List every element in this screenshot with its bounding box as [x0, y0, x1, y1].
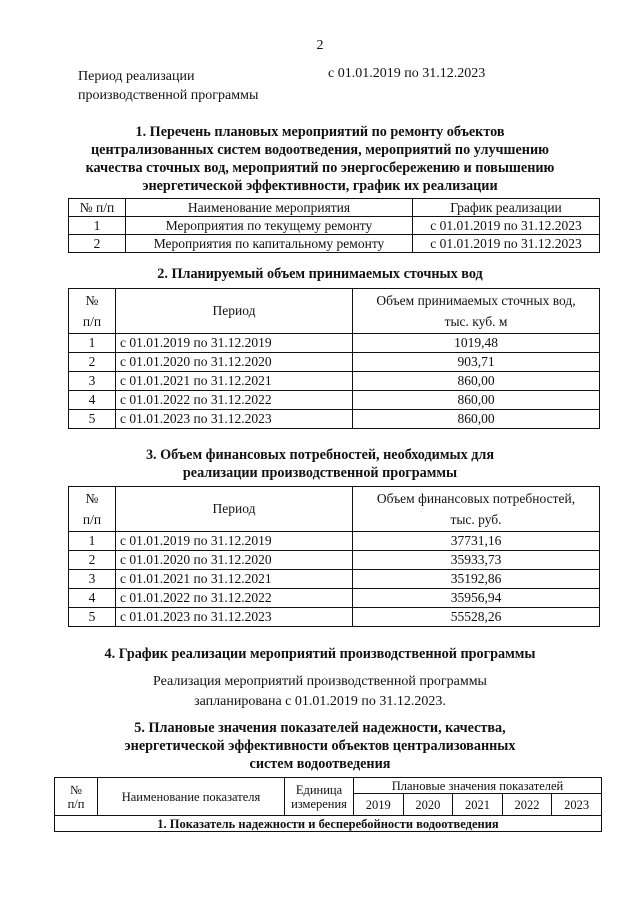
period-value: с 01.01.2019 по 31.12.2023: [328, 66, 486, 81]
header-unit: [285, 778, 354, 816]
header-planned-values: Плановые значения показателей: [354, 778, 602, 794]
header-year: 2020: [403, 794, 453, 816]
cell-period: с 01.01.2023 по 31.12.2023: [116, 608, 353, 627]
table-header-row: [69, 289, 600, 334]
header-finance-line2: тыс. руб.: [450, 512, 502, 527]
cell-value: 860,00: [353, 391, 600, 410]
header-num: [69, 289, 116, 334]
table-row: [69, 570, 600, 589]
cell-num: 3: [69, 372, 116, 391]
table-header-row: [69, 487, 600, 532]
table-row: [69, 334, 600, 353]
cell-value: 860,00: [353, 372, 600, 391]
cell-num: 1: [69, 217, 126, 235]
section5-title-line: систем водоотведения: [249, 756, 391, 772]
header-year: 2021: [453, 794, 503, 816]
section3-title-line: реализации производственной программы: [182, 465, 458, 481]
header-volume-line1: Объем принимаемых сточных вод,: [376, 293, 576, 308]
period-label-line2: производственной программы: [78, 88, 259, 103]
section1-title-line: энергетической эффективности, график их реализации: [142, 178, 498, 194]
cell-period: с 01.01.2022 по 31.12.2022: [116, 589, 353, 608]
header-unit-line1: Единица: [295, 782, 343, 797]
cell-period: с 01.01.2020 по 31.12.2020: [116, 353, 353, 372]
cell-value: 903,71: [353, 353, 600, 372]
section1-title: [0, 123, 640, 195]
cell-num: 2: [69, 353, 116, 372]
cell-value: 35933,73: [353, 551, 600, 570]
header-volume-line2: тыс. куб. м: [444, 314, 508, 329]
section1-title-line: 1. Перечень плановых мероприятий по ремонту объектов: [135, 124, 505, 140]
section4-title: 4. График реализации мероприятий производственной программы: [104, 646, 536, 662]
period-label-line1: Период реализации: [78, 69, 195, 84]
header-finance: [353, 487, 600, 532]
header-num: [69, 487, 116, 532]
cell-period: с 01.01.2019 по 31.12.2019: [116, 532, 353, 551]
section3-title: [0, 446, 640, 482]
cell-value: 35956,94: [353, 589, 600, 608]
activities-table: [68, 198, 600, 253]
table-row: [69, 551, 600, 570]
header-num-line2: п/п: [82, 512, 102, 527]
cell-period: с 01.01.2021 по 31.12.2021: [116, 372, 353, 391]
table-header-row: [69, 199, 600, 217]
table-row: [69, 410, 600, 429]
cell-num: 5: [69, 608, 116, 627]
indicators-table: [54, 777, 602, 832]
header-year: 2022: [502, 794, 552, 816]
section3-title-line: 3. Объем финансовых потребностей, необходимых для: [145, 447, 495, 463]
header-num: № п/п: [69, 199, 126, 217]
table-row: [69, 217, 600, 235]
cell-num: 1: [69, 334, 116, 353]
cell-num: 2: [69, 235, 126, 253]
header-num-line2: п/п: [67, 796, 85, 811]
wastewater-volume-table: [68, 288, 600, 429]
header-indicator-name: Наименование показателя: [98, 778, 285, 816]
cell-period: с 01.01.2019 по 31.12.2019: [116, 334, 353, 353]
header-num-line1: №: [70, 782, 82, 797]
table-row: [55, 816, 602, 832]
cell-num: 4: [69, 391, 116, 410]
header-schedule: График реализации: [413, 199, 600, 217]
header-year: 2023: [552, 794, 602, 816]
cell-num: 4: [69, 589, 116, 608]
section2-title: 2. Планируемый объем принимаемых сточных вод: [157, 266, 483, 282]
table-row: [69, 372, 600, 391]
header-unit-line2: измерения: [291, 796, 347, 811]
cell-schedule: с 01.01.2019 по 31.12.2023: [413, 217, 600, 235]
header-period: Период: [116, 289, 353, 334]
cell-num: 2: [69, 551, 116, 570]
cell-activity: Мероприятия по текущему ремонту: [126, 217, 413, 235]
cell-period: с 01.01.2020 по 31.12.2020: [116, 551, 353, 570]
header-num-line1: №: [85, 491, 99, 506]
cell-value: 37731,16: [353, 532, 600, 551]
table-row: [69, 353, 600, 372]
header-year: 2019: [354, 794, 404, 816]
section1-title-line: централизованных систем водоотведения, мероприятий по улучшению: [90, 142, 550, 158]
table-row: [69, 589, 600, 608]
section5-title-line: энергетической эффективности объектов централизованных: [124, 738, 516, 754]
cell-period: с 01.01.2021 по 31.12.2021: [116, 570, 353, 589]
table-row: [69, 235, 600, 253]
cell-num: 1: [69, 532, 116, 551]
page-number: 2: [316, 38, 324, 53]
section1-title-line: качества сточных вод, мероприятий по энергосбережению и повышению: [85, 160, 555, 176]
cell-num: 5: [69, 410, 116, 429]
cell-value: 860,00: [353, 410, 600, 429]
section4-text: [0, 672, 640, 712]
section4-text-line2: запланирована с 01.01.2019 по 31.12.2023.: [194, 694, 446, 709]
section4-text-line1: Реализация мероприятий производственной программы: [153, 674, 487, 689]
header-num-line1: №: [85, 293, 99, 308]
financial-needs-table: [68, 486, 600, 627]
header-activity-name: Наименование мероприятия: [126, 199, 413, 217]
cell-num: 3: [69, 570, 116, 589]
table-row: [69, 391, 600, 410]
cell-period: с 01.01.2023 по 31.12.2023: [116, 410, 353, 429]
cell-schedule: с 01.01.2019 по 31.12.2023: [413, 235, 600, 253]
subheader-reliability: 1. Показатель надежности и бесперебойности водоотведения: [55, 816, 602, 832]
header-num-line2: п/п: [82, 314, 102, 329]
cell-value: 35192,86: [353, 570, 600, 589]
cell-value: 1019,48: [353, 334, 600, 353]
section5-title-line: 5. Плановые значения показателей надежности, качества,: [134, 720, 506, 736]
cell-period: с 01.01.2022 по 31.12.2022: [116, 391, 353, 410]
table-row: [69, 532, 600, 551]
header-finance-line1: Объем финансовых потребностей,: [376, 491, 576, 506]
table-header-row: [55, 778, 602, 794]
cell-activity: Мероприятия по капитальному ремонту: [126, 235, 413, 253]
header-num: [55, 778, 98, 816]
header-period: Период: [116, 487, 353, 532]
cell-value: 55528,26: [353, 608, 600, 627]
table-row: [69, 608, 600, 627]
header-volume: [353, 289, 600, 334]
section5-title: [0, 719, 640, 773]
